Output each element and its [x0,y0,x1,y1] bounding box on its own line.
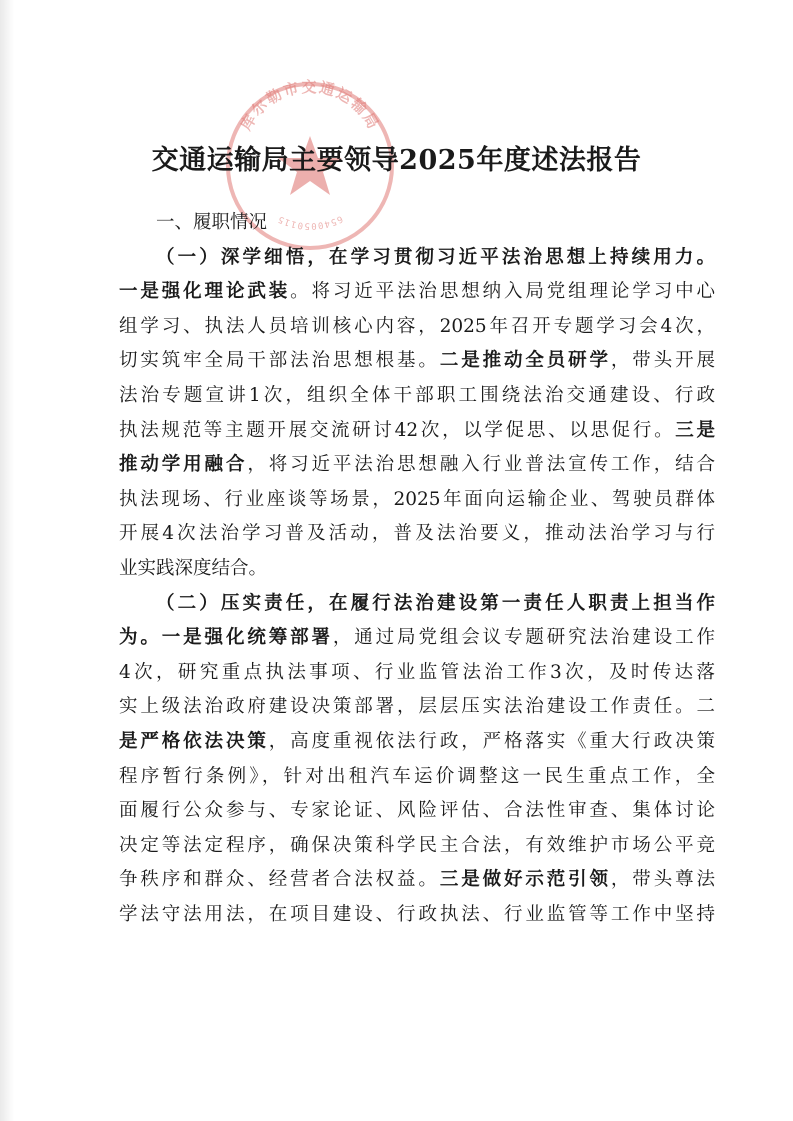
text-segment: 法治专题宣讲1次，组织全体干部职工围绕法治交通建设、行政 [119,384,715,406]
document-body [119,206,715,932]
text-segment: 开展4次法治学习普及活动，普及法治要义，推动法治学习与行 [119,523,715,545]
paragraph-line [119,621,715,656]
text-segment: ，高度重视依法行政，严格落实《重大行政决策 [268,730,715,752]
bold-text-segment: 为。 [119,627,162,649]
paragraph-line [119,760,715,795]
paragraph-line [119,898,715,933]
text-segment: 程序暂行条例》，针对出租汽车运价调整这一民生重点工作，全 [119,765,715,787]
text-segment: ，将习近平法治思想融入行业普法宣传工作，结合 [247,454,715,476]
text-segment: 。将习近平法治思想纳入局党组理论学习中心 [290,281,715,303]
seal-ring-text: 库尔勒市交通运输局 [236,78,384,134]
text-segment: 执法现场、行业座谈等场景，2025年面向运输企业、驾驶员群体 [119,488,715,510]
seal-number-text: 6540050115 [276,212,344,231]
bold-text-segment: 三是做好示范引领 [439,869,611,891]
paragraph-line [119,275,715,310]
text-segment: ，带头尊法 [610,869,715,891]
bold-text-segment: 一是强化统筹部署 [161,627,333,649]
text-segment: 决定等法定程序，确保决策科学民主合法，有效维护市场公平竞 [119,834,715,856]
text-segment: 争秩序和群众、经营者合法权益。 [119,869,440,891]
paragraph-line [119,552,715,587]
paragraph-line [119,725,715,760]
text-segment: 执法规范等主题开展交流研讨42次，以学促思、以思促行。 [119,419,676,441]
text-segment: 实上级法治政府建设决策部署，层层压实法治建设工作责任。二 [119,696,715,718]
bold-text-segment: 是严格依法决策 [119,730,269,752]
paragraph-line [119,656,715,691]
text-segment: 切实筑牢全局干部法治思想根基。 [119,350,440,372]
paragraph-line [119,448,715,483]
paragraph-line [119,690,715,725]
text-segment: 学法守法用法，在项目建设、行政执法、行业监管等工作中坚持 [119,903,715,925]
paragraph-line [119,414,715,449]
bold-text-segment: 一是强化理论武装 [119,281,291,303]
bold-text-segment: （二）压实责任，在履行法治建设第一责任人职责上担当作 [156,592,715,614]
bold-text-segment: 二是推动全员研学 [439,350,611,372]
paragraph-line [119,310,715,345]
text-segment: ，通过局党组会议专题研究法治建设工作 [332,627,715,649]
text-segment: 组学习、执法人员培训核心内容，2025年召开专题学习会4次， [119,315,715,337]
paragraph-line [119,794,715,829]
paragraph-line [119,241,715,276]
text-segment: 4次，研究重点执法事项、行业监管法治工作3次，及时传达落 [119,661,715,683]
paragraph-line [119,344,715,379]
text-segment: 业实践深度结合。 [119,557,268,579]
paragraph-line [119,517,715,552]
bold-text-segment: （一）深学细悟，在学习贯彻习近平法治思想上持续用力。 [156,246,715,268]
bold-text-segment: 三是 [675,419,715,441]
svg-text:库尔勒市交通运输局 [237,78,383,133]
paragraph-line [119,863,715,898]
text-segment: ，带头开展 [610,350,715,372]
bold-text-segment: 推动学用融合 [119,454,248,476]
paragraph-line [119,379,715,414]
paragraph-line [119,829,715,864]
text-segment: 面履行公众参与、专家论证、风险评估、合法性审查、集体讨论 [119,800,715,822]
paragraph-line [119,587,715,622]
document-title: 交通运输局主要领导2025年度述法报告 [151,145,642,176]
paragraph-line [119,483,715,518]
section-heading: 一、履职情况 [156,212,268,233]
